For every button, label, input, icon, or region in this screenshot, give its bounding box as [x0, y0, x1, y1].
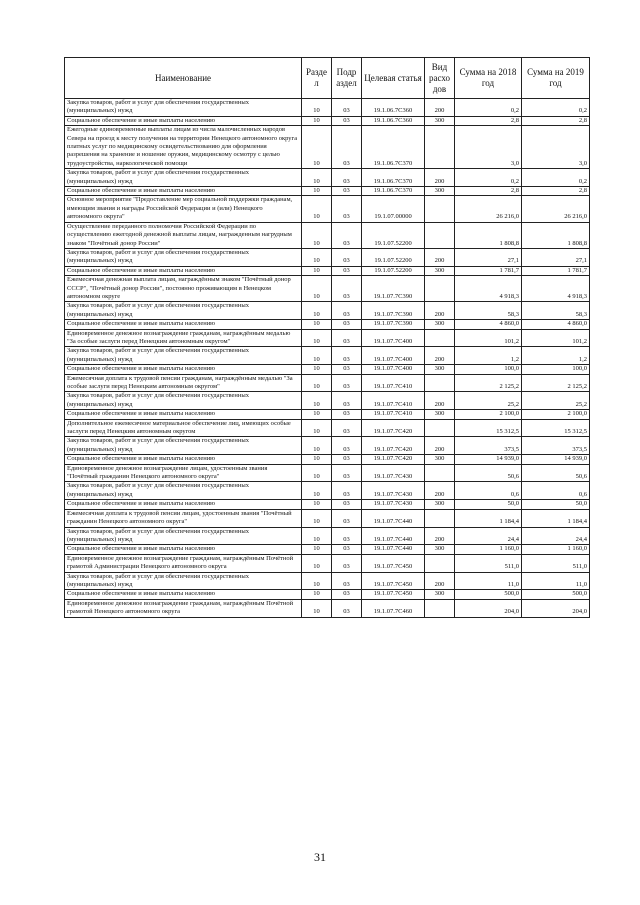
- row-sum-2019: 1,2: [522, 347, 590, 365]
- row-subsection: 03: [332, 482, 362, 500]
- row-target-article: 19.1.07.7С400: [362, 329, 425, 347]
- row-subsection: 03: [332, 590, 362, 599]
- table-row: [65, 302, 590, 320]
- row-name: Закупка товаров, работ и услуг для обеспечения государственных (муниципальных) нужд: [65, 392, 302, 410]
- row-name: Единовременное денежное вознаграждение гражданам, награждённым Почётной грамотой Администрации Ненецкого автономного округа: [65, 554, 302, 572]
- row-sum-2019: 500,0: [522, 590, 590, 599]
- table-row: [65, 590, 590, 599]
- row-expense-type: [425, 222, 455, 248]
- row-expense-type: [425, 509, 455, 527]
- table-row: [65, 545, 590, 554]
- row-section: 10: [302, 169, 332, 187]
- row-name: Закупка товаров, работ и услуг для обеспечения государственных (муниципальных) нужд: [65, 302, 302, 320]
- row-sum-2018: 50,0: [455, 500, 522, 509]
- row-sum-2018: 15 312,5: [455, 419, 522, 437]
- row-section: 10: [302, 196, 332, 222]
- header-expense-type: Вид расхо дов: [425, 58, 455, 99]
- row-subsection: 03: [332, 410, 362, 419]
- row-name: Закупка товаров, работ и услуг для обеспечения государственных (муниципальных) нужд: [65, 482, 302, 500]
- row-sum-2018: 500,0: [455, 590, 522, 599]
- header-sum-2018: Сумма на 2018 год: [455, 58, 522, 99]
- row-expense-type: 300: [425, 320, 455, 329]
- row-sum-2019: 50,0: [522, 500, 590, 509]
- table-row: [65, 99, 590, 117]
- row-sum-2019: 1 184,4: [522, 509, 590, 527]
- row-expense-type: 200: [425, 248, 455, 266]
- row-sum-2018: 0,6: [455, 482, 522, 500]
- row-target-article: 19.1.07.7С410: [362, 392, 425, 410]
- row-sum-2018: 11,0: [455, 572, 522, 590]
- table-row: [65, 116, 590, 125]
- row-name: Закупка товаров, работ и услуг для обеспечения государственных (муниципальных) нужд: [65, 248, 302, 266]
- row-sum-2018: 27,1: [455, 248, 522, 266]
- row-expense-type: 200: [425, 302, 455, 320]
- row-sum-2018: 1 808,8: [455, 222, 522, 248]
- row-expense-type: 200: [425, 347, 455, 365]
- row-sum-2019: 4 860,0: [522, 320, 590, 329]
- row-sum-2019: 1 808,8: [522, 222, 590, 248]
- row-expense-type: [425, 599, 455, 617]
- table-row: [65, 599, 590, 617]
- table-row: [65, 419, 590, 437]
- row-sum-2019: 15 312,5: [522, 419, 590, 437]
- row-section: 10: [302, 222, 332, 248]
- row-sum-2019: 2 100,0: [522, 410, 590, 419]
- table-row: [65, 500, 590, 509]
- row-sum-2018: 2 125,2: [455, 374, 522, 392]
- row-target-article: 19.1.07.7С430: [362, 500, 425, 509]
- row-target-article: 19.1.07.52200: [362, 266, 425, 275]
- row-section: 10: [302, 187, 332, 196]
- row-name: Закупка товаров, работ и услуг для обеспечения государственных (муниципальных) нужд: [65, 99, 302, 117]
- row-target-article: 19.1.06.7С370: [362, 169, 425, 187]
- row-sum-2019: 4 918,3: [522, 276, 590, 302]
- row-name: Основное мероприятие "Предоставление мер социальной поддержки гражданам, имеющим звания и награды Российской Федерации и (или) Ненецкого автономного округа": [65, 196, 302, 222]
- row-name: Социальное обеспечение и иные выплаты населению: [65, 320, 302, 329]
- row-sum-2018: 1 160,0: [455, 545, 522, 554]
- row-target-article: 19.1.07.7С390: [362, 276, 425, 302]
- row-subsection: 03: [332, 347, 362, 365]
- row-subsection: 03: [332, 527, 362, 545]
- row-subsection: 03: [332, 276, 362, 302]
- table-row: [65, 187, 590, 196]
- header-sum-2019: Сумма на 2019 год: [522, 58, 590, 99]
- row-sum-2018: 3,0: [455, 126, 522, 169]
- row-expense-type: 200: [425, 437, 455, 455]
- row-sum-2019: 373,5: [522, 437, 590, 455]
- row-subsection: 03: [332, 437, 362, 455]
- row-section: 10: [302, 527, 332, 545]
- row-target-article: 19.1.07.7С420: [362, 419, 425, 437]
- row-name: Закупка товаров, работ и услуг для обеспечения государственных (муниципальных) нужд: [65, 572, 302, 590]
- row-subsection: 03: [332, 302, 362, 320]
- table-row: [65, 266, 590, 275]
- table-row: [65, 222, 590, 248]
- row-target-article: 19.1.06.7С360: [362, 99, 425, 117]
- row-section: 10: [302, 365, 332, 374]
- row-sum-2018: 0,2: [455, 99, 522, 117]
- row-subsection: 03: [332, 545, 362, 554]
- row-expense-type: [425, 196, 455, 222]
- table-row: [65, 276, 590, 302]
- row-target-article: 19.1.07.7С450: [362, 590, 425, 599]
- row-target-article: 19.1.07.7С400: [362, 365, 425, 374]
- row-target-article: 19.1.07.00000: [362, 196, 425, 222]
- row-sum-2019: 14 939,0: [522, 455, 590, 464]
- table-row: [65, 482, 590, 500]
- row-sum-2018: 50,6: [455, 464, 522, 482]
- row-section: 10: [302, 392, 332, 410]
- row-expense-type: [425, 374, 455, 392]
- row-name: Социальное обеспечение и иные выплаты населению: [65, 116, 302, 125]
- row-sum-2018: 4 860,0: [455, 320, 522, 329]
- row-subsection: 03: [332, 266, 362, 275]
- row-section: 10: [302, 572, 332, 590]
- row-subsection: 03: [332, 455, 362, 464]
- row-sum-2018: 14 939,0: [455, 455, 522, 464]
- row-target-article: 19.1.07.52200: [362, 248, 425, 266]
- table-row: [65, 329, 590, 347]
- row-expense-type: 300: [425, 116, 455, 125]
- row-name: Социальное обеспечение и иные выплаты населению: [65, 410, 302, 419]
- row-section: 10: [302, 266, 332, 275]
- row-section: 10: [302, 302, 332, 320]
- row-sum-2019: 26 216,0: [522, 196, 590, 222]
- row-sum-2018: 4 918,3: [455, 276, 522, 302]
- table-header-row: [65, 58, 590, 99]
- row-sum-2019: 2 125,2: [522, 374, 590, 392]
- row-expense-type: 200: [425, 482, 455, 500]
- row-sum-2018: 100,0: [455, 365, 522, 374]
- row-sum-2019: 3,0: [522, 126, 590, 169]
- header-name: Наименование: [65, 58, 302, 99]
- row-target-article: 19.1.07.7С410: [362, 374, 425, 392]
- row-sum-2018: 2,8: [455, 116, 522, 125]
- row-name: Дополнительное ежемесячное материальное обеспечение лиц, имеющих особые заслуги перед Ненецким автономным округом: [65, 419, 302, 437]
- table-row: [65, 248, 590, 266]
- row-expense-type: 200: [425, 527, 455, 545]
- row-section: 10: [302, 116, 332, 125]
- row-section: 10: [302, 437, 332, 455]
- row-name: Социальное обеспечение и иные выплаты населению: [65, 365, 302, 374]
- row-target-article: 19.1.06.7С370: [362, 187, 425, 196]
- row-section: 10: [302, 599, 332, 617]
- row-name: Ежемесячная доплата к трудовой пенсии гражданам, награждённым медалью "За особые заслуги перед Ненецким автономным округом": [65, 374, 302, 392]
- row-name: Единовременное денежное вознаграждение гражданам, награждённым Почётной грамотой Ненецкого автономного округа: [65, 599, 302, 617]
- row-name: Единовременное денежное вознаграждение лицам, удостоенным звания "Почётный гражданин Ненецкого автономного округа": [65, 464, 302, 482]
- table-row: [65, 196, 590, 222]
- table-row: [65, 410, 590, 419]
- row-section: 10: [302, 276, 332, 302]
- row-sum-2018: 373,5: [455, 437, 522, 455]
- row-sum-2018: 0,2: [455, 169, 522, 187]
- row-expense-type: 200: [425, 572, 455, 590]
- row-sum-2019: 0,6: [522, 482, 590, 500]
- row-expense-type: [425, 554, 455, 572]
- row-subsection: 03: [332, 320, 362, 329]
- row-name: Ежемесячная денежная выплата лицам, награждённым знаком "Почётный донор СССР", "Почётный донор России", постоянно проживающим в Ненецком автономном округе: [65, 276, 302, 302]
- row-section: 10: [302, 410, 332, 419]
- row-sum-2019: 24,4: [522, 527, 590, 545]
- row-name: Социальное обеспечение и иные выплаты населению: [65, 545, 302, 554]
- row-sum-2018: 2,8: [455, 187, 522, 196]
- row-sum-2018: 511,0: [455, 554, 522, 572]
- row-subsection: 03: [332, 509, 362, 527]
- row-target-article: 19.1.07.7С430: [362, 482, 425, 500]
- row-expense-type: 300: [425, 187, 455, 196]
- row-name: Закупка товаров, работ и услуг для обеспечения государственных (муниципальных) нужд: [65, 347, 302, 365]
- table-row: [65, 455, 590, 464]
- row-target-article: 19.1.06.7С360: [362, 116, 425, 125]
- row-sum-2018: 1 781,7: [455, 266, 522, 275]
- row-name: Закупка товаров, работ и услуг для обеспечения государственных (муниципальных) нужд: [65, 527, 302, 545]
- row-expense-type: 300: [425, 545, 455, 554]
- row-section: 10: [302, 455, 332, 464]
- table-row: [65, 572, 590, 590]
- table-row: [65, 374, 590, 392]
- row-expense-type: 200: [425, 169, 455, 187]
- row-sum-2019: 101,2: [522, 329, 590, 347]
- row-sum-2019: 58,3: [522, 302, 590, 320]
- row-subsection: 03: [332, 222, 362, 248]
- row-section: 10: [302, 347, 332, 365]
- table-row: [65, 527, 590, 545]
- row-expense-type: 300: [425, 455, 455, 464]
- row-target-article: 19.1.07.7С400: [362, 347, 425, 365]
- row-sum-2019: 25,2: [522, 392, 590, 410]
- row-expense-type: 300: [425, 410, 455, 419]
- row-sum-2019: 511,0: [522, 554, 590, 572]
- row-subsection: 03: [332, 196, 362, 222]
- row-expense-type: 300: [425, 365, 455, 374]
- row-sum-2018: 2 100,0: [455, 410, 522, 419]
- row-sum-2019: 100,0: [522, 365, 590, 374]
- row-target-article: 19.1.07.7С390: [362, 302, 425, 320]
- row-section: 10: [302, 99, 332, 117]
- row-target-article: 19.1.07.7С420: [362, 437, 425, 455]
- row-target-article: 19.1.07.7С410: [362, 410, 425, 419]
- row-target-article: 19.1.07.7С450: [362, 554, 425, 572]
- row-subsection: 03: [332, 554, 362, 572]
- header-target-article: Целевая статья: [362, 58, 425, 99]
- row-target-article: 19.1.07.52200: [362, 222, 425, 248]
- row-sum-2019: 1 160,0: [522, 545, 590, 554]
- row-subsection: 03: [332, 126, 362, 169]
- row-subsection: 03: [332, 116, 362, 125]
- row-subsection: 03: [332, 169, 362, 187]
- row-section: 10: [302, 509, 332, 527]
- row-target-article: 19.1.07.7С440: [362, 527, 425, 545]
- table-row: [65, 437, 590, 455]
- row-section: 10: [302, 320, 332, 329]
- row-sum-2018: 58,3: [455, 302, 522, 320]
- row-target-article: 19.1.07.7С440: [362, 545, 425, 554]
- row-target-article: 19.1.07.7С460: [362, 599, 425, 617]
- row-sum-2019: 1 781,7: [522, 266, 590, 275]
- row-target-article: 19.1.07.7С390: [362, 320, 425, 329]
- row-name: Социальное обеспечение и иные выплаты населению: [65, 590, 302, 599]
- row-sum-2018: 1,2: [455, 347, 522, 365]
- row-expense-type: 200: [425, 99, 455, 117]
- row-name: Ежегодные единовременные выплаты лицам из числа малочисленных народов Севера на проезд к месту получения на территории Ненецкого автономного округа платных услуг по медицинскому освидетельствованию для оформления разрешения на хранение и ношение оружия, медицинскому осмотру с целью трудоустройства, наркологической помощи: [65, 126, 302, 169]
- row-section: 10: [302, 126, 332, 169]
- row-section: 10: [302, 554, 332, 572]
- row-name: Осуществление переданного полномочия Российской Федерации по осуществлению ежегодной денежной выплаты лицам, награжденным нагрудным знаком "Почётный донор России": [65, 222, 302, 248]
- row-target-article: 19.1.07.7С420: [362, 455, 425, 464]
- row-section: 10: [302, 374, 332, 392]
- table-row: [65, 347, 590, 365]
- row-subsection: 03: [332, 392, 362, 410]
- table-row: [65, 320, 590, 329]
- row-subsection: 03: [332, 329, 362, 347]
- row-subsection: 03: [332, 187, 362, 196]
- row-expense-type: [425, 329, 455, 347]
- row-sum-2019: 204,0: [522, 599, 590, 617]
- row-name: Ежемесячная доплата к трудовой пенсии лицам, удостоенным звания "Почётный гражданин Ненецкого автономного округа": [65, 509, 302, 527]
- row-subsection: 03: [332, 365, 362, 374]
- row-sum-2019: 0,2: [522, 169, 590, 187]
- row-sum-2019: 2,8: [522, 116, 590, 125]
- row-sum-2019: 0,2: [522, 99, 590, 117]
- row-section: 10: [302, 590, 332, 599]
- row-expense-type: [425, 276, 455, 302]
- row-section: 10: [302, 464, 332, 482]
- row-sum-2019: 27,1: [522, 248, 590, 266]
- row-sum-2018: 101,2: [455, 329, 522, 347]
- table-row: [65, 169, 590, 187]
- row-subsection: 03: [332, 248, 362, 266]
- row-expense-type: 300: [425, 590, 455, 599]
- row-name: Закупка товаров, работ и услуг для обеспечения государственных (муниципальных) нужд: [65, 437, 302, 455]
- row-section: 10: [302, 500, 332, 509]
- row-subsection: 03: [332, 599, 362, 617]
- budget-table: [64, 57, 590, 618]
- row-subsection: 03: [332, 572, 362, 590]
- row-target-article: 19.1.06.7С370: [362, 126, 425, 169]
- header-section: Разде л: [302, 58, 332, 99]
- row-expense-type: [425, 126, 455, 169]
- row-name: Социальное обеспечение и иные выплаты населению: [65, 266, 302, 275]
- row-subsection: 03: [332, 419, 362, 437]
- row-name: Социальное обеспечение и иные выплаты населению: [65, 500, 302, 509]
- row-sum-2018: 26 216,0: [455, 196, 522, 222]
- row-sum-2018: 24,4: [455, 527, 522, 545]
- row-name: Закупка товаров, работ и услуг для обеспечения государственных (муниципальных) нужд: [65, 169, 302, 187]
- row-name: Социальное обеспечение и иные выплаты населению: [65, 455, 302, 464]
- header-subsection: Подр аздел: [332, 58, 362, 99]
- table-row: [65, 509, 590, 527]
- row-section: 10: [302, 545, 332, 554]
- row-subsection: 03: [332, 500, 362, 509]
- row-target-article: 19.1.07.7С430: [362, 464, 425, 482]
- row-expense-type: 300: [425, 266, 455, 275]
- row-sum-2018: 204,0: [455, 599, 522, 617]
- row-sum-2019: 50,6: [522, 464, 590, 482]
- row-target-article: 19.1.07.7С440: [362, 509, 425, 527]
- row-name: Социальное обеспечение и иные выплаты населению: [65, 187, 302, 196]
- row-section: 10: [302, 248, 332, 266]
- table-row: [65, 392, 590, 410]
- row-section: 10: [302, 482, 332, 500]
- table-row: [65, 554, 590, 572]
- budget-sheet: [64, 57, 590, 618]
- row-expense-type: [425, 419, 455, 437]
- row-sum-2018: 25,2: [455, 392, 522, 410]
- row-expense-type: 200: [425, 392, 455, 410]
- row-section: 10: [302, 329, 332, 347]
- row-subsection: 03: [332, 99, 362, 117]
- row-sum-2019: 11,0: [522, 572, 590, 590]
- table-row: [65, 365, 590, 374]
- table-row: [65, 126, 590, 169]
- table-row: [65, 464, 590, 482]
- row-subsection: 03: [332, 374, 362, 392]
- row-section: 10: [302, 419, 332, 437]
- row-expense-type: 300: [425, 500, 455, 509]
- row-sum-2019: 2,8: [522, 187, 590, 196]
- page-number: 31: [314, 850, 326, 864]
- row-subsection: 03: [332, 464, 362, 482]
- row-target-article: 19.1.07.7С450: [362, 572, 425, 590]
- row-sum-2018: 1 184,4: [455, 509, 522, 527]
- row-name: Единовременное денежное вознаграждение гражданам, награждённым медалью "За особые заслуги перед Ненецким автономным округом": [65, 329, 302, 347]
- row-expense-type: [425, 464, 455, 482]
